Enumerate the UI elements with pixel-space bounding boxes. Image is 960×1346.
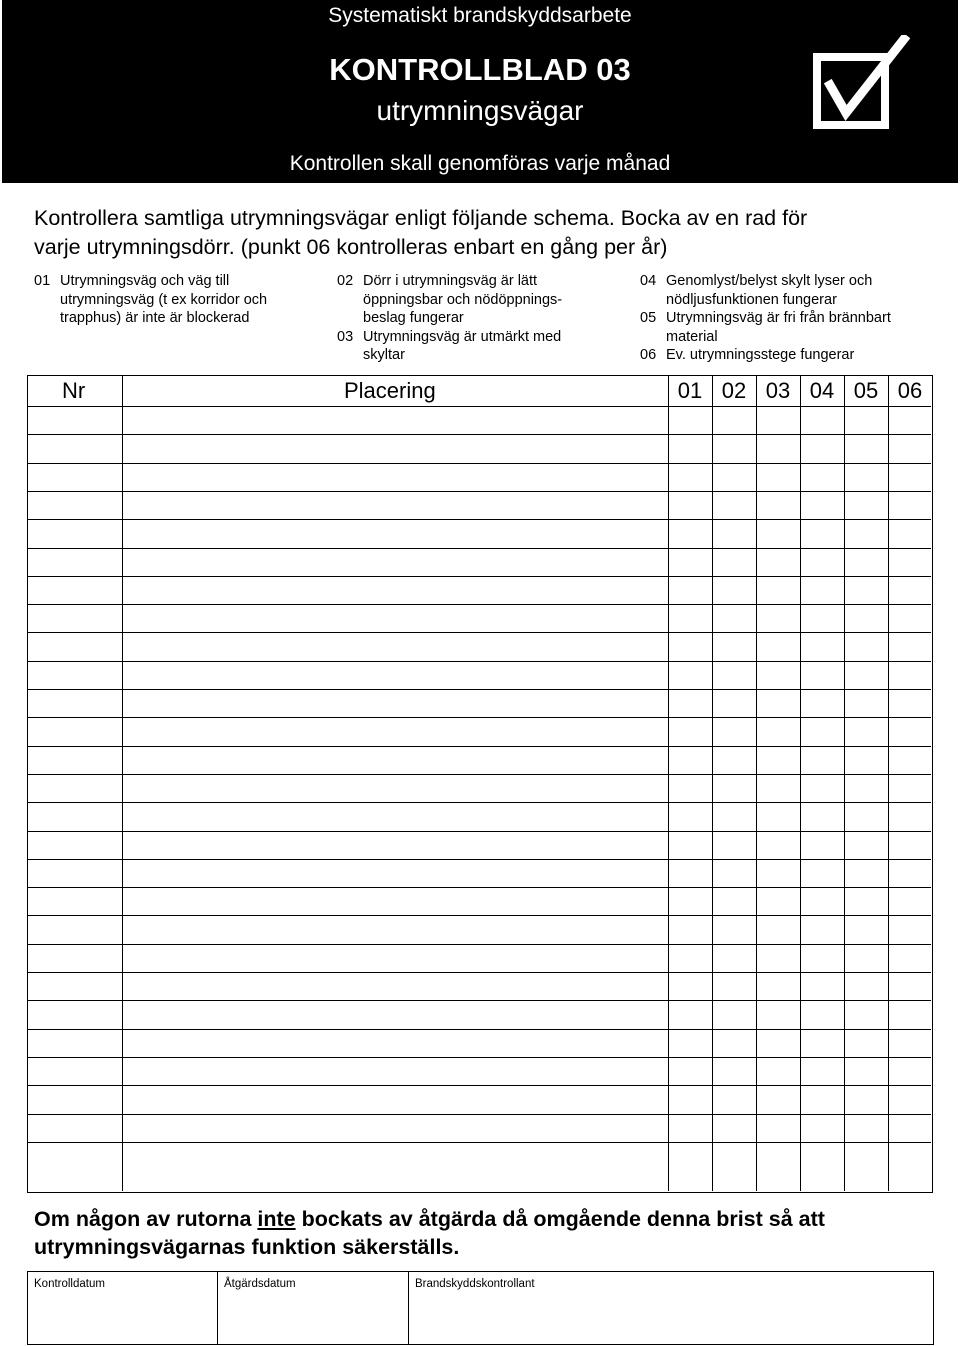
table-row-divider <box>28 604 931 605</box>
table-row-divider <box>28 774 931 775</box>
footer-note <box>34 1205 934 1261</box>
column-divider-code <box>888 376 889 1191</box>
table-row-divider <box>28 576 931 577</box>
intro-line-1: Kontrollera samtliga utrymningsvägar enligt följande schema. Bocka av en rad för <box>34 206 808 230</box>
table-row-divider <box>28 746 931 747</box>
criterion-item-01-line <box>34 309 304 328</box>
criterion-number <box>640 328 666 347</box>
criterion-item-01-line <box>34 291 304 310</box>
criterion-item-04-line <box>640 272 940 291</box>
criterion-item-03-line <box>337 328 617 347</box>
footer-note-end: bockats av åtgärda då omgående denna brist så att <box>295 1207 825 1231</box>
table-row-divider <box>28 1085 931 1086</box>
field-kontrolldatum[interactable]: Kontrolldatum <box>28 1272 218 1344</box>
signature-table <box>27 1271 934 1345</box>
header-code-02: 02 <box>721 378 747 403</box>
table-row-divider <box>28 1000 931 1001</box>
column-divider-code <box>844 376 845 1191</box>
table-row-divider <box>28 1142 931 1143</box>
table-row-divider <box>28 802 931 803</box>
table-row-divider <box>28 859 931 860</box>
table-row-divider <box>28 972 931 973</box>
table-row-divider <box>28 1029 931 1030</box>
table-row-divider <box>28 717 931 718</box>
footer-note-line-2: utrymningsvägarnas funktion säkerställs. <box>34 1235 460 1259</box>
field-brandskyddskontrollant[interactable]: Brandskyddskontrollant <box>415 1278 535 1290</box>
criterion-number: 05 <box>640 310 657 326</box>
header-placering: Placering <box>344 378 436 403</box>
column-divider-code <box>712 376 713 1191</box>
header-band <box>2 0 958 183</box>
table-row-divider <box>28 944 931 945</box>
criterion-number <box>337 346 363 365</box>
criterion-number <box>337 291 363 310</box>
criterion-item-02-line <box>337 309 617 328</box>
criteria-column-2 <box>337 272 617 365</box>
table-row-divider <box>28 519 931 520</box>
field-atgardsdatum[interactable]: Åtgärdsdatum <box>218 1272 409 1344</box>
criterion-item-06-line <box>640 346 940 365</box>
table-row-divider <box>28 887 931 888</box>
criterion-text: nödljusfunktionen fungerar <box>666 291 837 308</box>
criterion-text: Utrymningsväg är fri från brännbart <box>666 310 891 326</box>
criterion-text: Utrymningsväg är utmärkt med <box>363 328 562 345</box>
table-header-divider <box>28 406 931 407</box>
criterion-number: 02 <box>337 273 354 289</box>
table-row-divider <box>28 463 931 464</box>
frequency-note: Kontrollen skall genomföras varje månad <box>289 152 671 175</box>
criterion-item-05-line <box>640 309 940 328</box>
intro-text <box>34 204 924 262</box>
table-row-divider <box>28 915 931 916</box>
criterion-text: material <box>666 328 718 345</box>
column-divider-code <box>800 376 801 1191</box>
criterion-text: beslag fungerar <box>363 310 464 326</box>
column-divider-code <box>756 376 757 1191</box>
criterion-item-01-line <box>34 272 304 291</box>
header-code-06: 06 <box>897 378 923 403</box>
column-divider-code <box>668 376 669 1191</box>
criterion-item-03-line <box>337 346 617 365</box>
criterion-number: 03 <box>337 328 354 345</box>
page-title: KONTROLLBLAD 03 <box>329 52 631 87</box>
criterion-item-05-line <box>640 328 940 347</box>
criterion-text: Dörr i utrymningsväg är lätt <box>363 273 538 289</box>
criterion-number <box>34 309 60 328</box>
checkbox-checked-icon <box>812 35 912 130</box>
table-row-divider <box>28 661 931 662</box>
criterion-text: trapphus) är inte är blockerad <box>60 310 250 326</box>
table-row-divider <box>28 689 931 690</box>
criterion-number: 01 <box>34 273 51 289</box>
header-code-05: 05 <box>853 378 879 403</box>
header-nr: Nr <box>62 378 86 403</box>
criterion-number <box>640 291 666 310</box>
header-code-03: 03 <box>765 378 791 403</box>
criterion-text: Utrymningsväg och väg till <box>60 273 230 289</box>
table-row-divider <box>28 434 931 435</box>
footer-note-start: Om någon av rutorna <box>34 1207 258 1231</box>
criterion-item-04-line <box>640 291 940 310</box>
criterion-number: 06 <box>640 347 657 363</box>
criteria-column-1 <box>34 272 304 328</box>
table-row-divider <box>28 1057 931 1058</box>
table-row-divider <box>28 1114 931 1115</box>
header-top-subtitle: Systematiskt brandskyddsarbete <box>328 4 632 27</box>
criteria-column-3 <box>640 272 940 365</box>
criterion-text: Ev. utrymningsstege fungerar <box>666 347 855 363</box>
table-row-divider <box>28 491 931 492</box>
criterion-number <box>34 291 60 310</box>
header-code-04: 04 <box>809 378 835 403</box>
intro-line-2: varje utrymningsdörr. (punkt 06 kontrolleras enbart en gång per år) <box>34 235 668 259</box>
table-row-divider <box>28 548 931 549</box>
criterion-item-02-line <box>337 291 617 310</box>
inspection-table <box>27 375 933 1193</box>
criterion-text: Genomlyst/belyst skylt lyser och <box>666 273 873 289</box>
table-row-divider <box>28 831 931 832</box>
column-divider-nr <box>122 376 123 1191</box>
criterion-item-02-line <box>337 272 617 291</box>
criterion-text: utrymningsväg (t ex korridor och <box>60 291 268 308</box>
criterion-number <box>337 309 363 328</box>
criterion-text: öppningsbar och nödöppnings- <box>363 291 563 308</box>
criterion-text: skyltar <box>363 347 405 363</box>
page-subtitle: utrymningsvägar <box>376 95 584 126</box>
header-code-01: 01 <box>677 378 703 403</box>
criterion-number: 04 <box>640 273 657 289</box>
table-row-divider <box>28 632 931 633</box>
footer-note-emphasis: inte <box>257 1207 296 1231</box>
